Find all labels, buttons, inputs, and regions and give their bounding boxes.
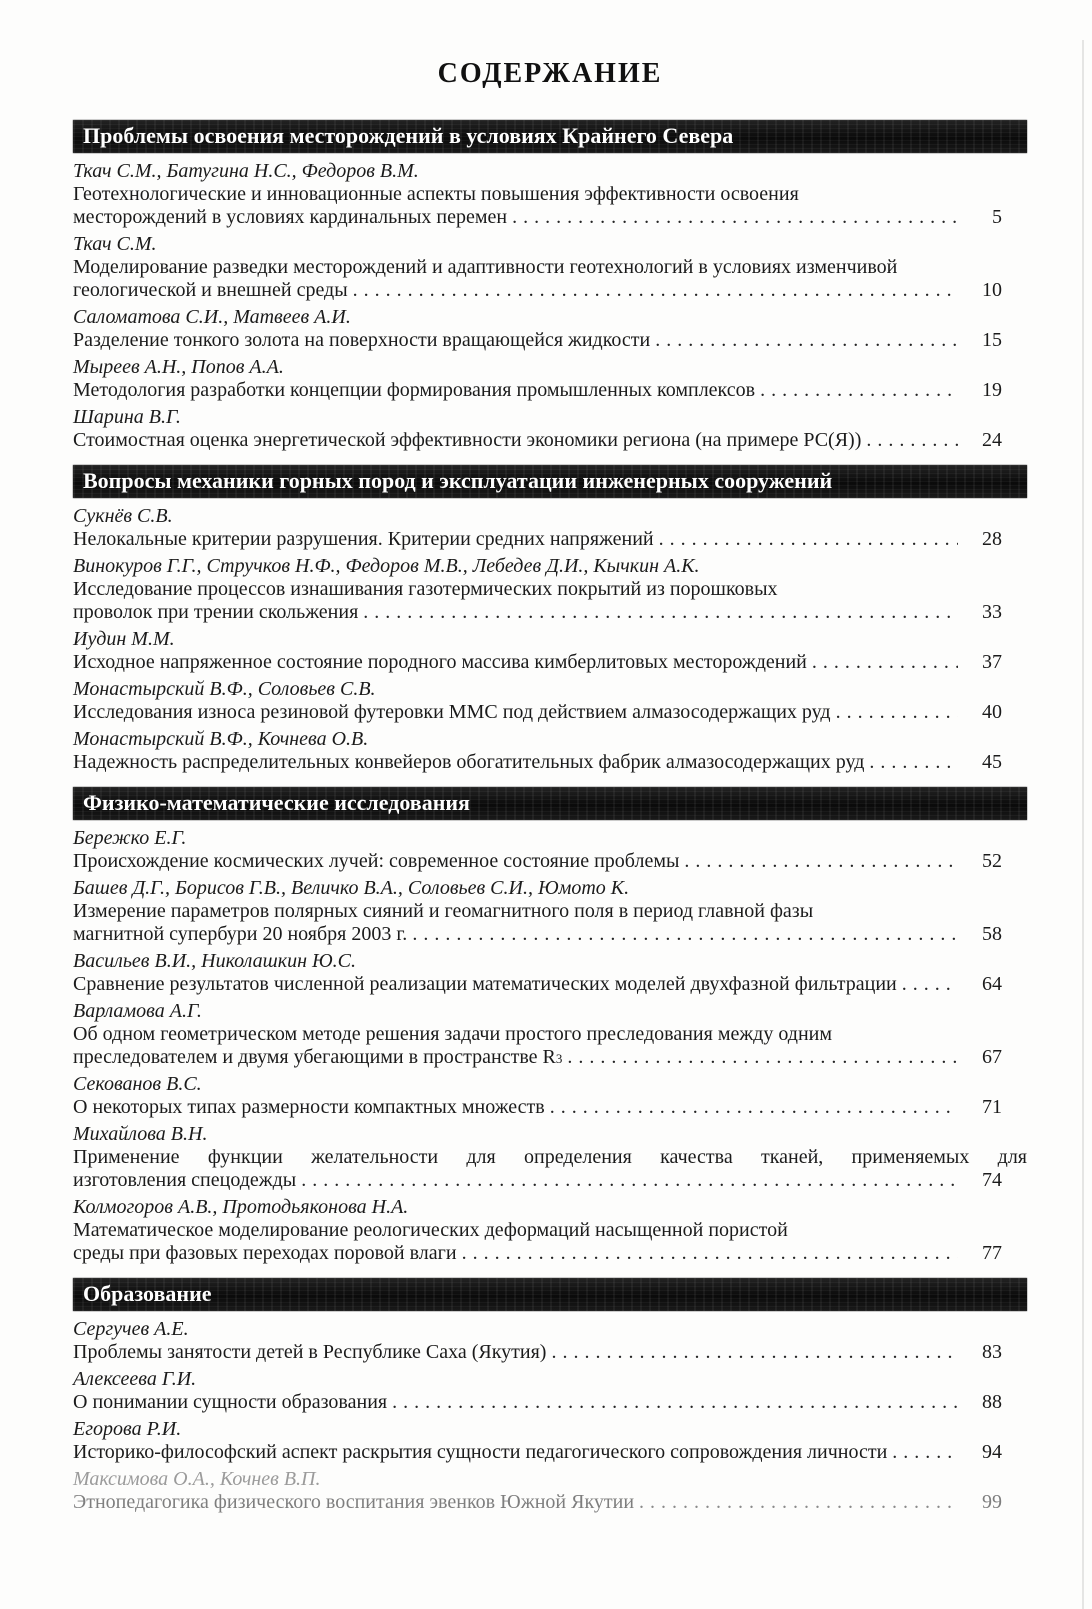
page-number: 99 (982, 1491, 1002, 1513)
toc-entry (73, 1468, 1027, 1514)
toc-entry (73, 728, 1027, 774)
toc-entry (73, 1418, 1027, 1464)
entry-title-line: Исследование процессов изнашивания газотермических покрытий из порошковых (73, 578, 778, 600)
dot-leader (812, 651, 958, 674)
entry-title-lastline: Сравнение результатов численной реализации математических моделей двухфазной фильтрации (73, 973, 897, 995)
entry-title-lastline: проволок при трении скольжения (73, 601, 359, 623)
entry-authors: Секованов В.С. (73, 1073, 202, 1095)
entry-title-lastline: Проблемы занятости детей в Республике Саха (Якутия) (73, 1341, 547, 1363)
entry-title-lastline: Исследования износа резиновой футеровки ММС под действием алмазосодержащих руд (73, 701, 831, 723)
dot-leader (684, 850, 958, 873)
page-number: 77 (982, 1242, 1002, 1264)
dot-leader (902, 973, 958, 996)
entry-title-line: Моделирование разведки месторождений и адаптивности геотехнологий в условиях изменчивой (73, 256, 898, 278)
dot-leader (301, 1169, 958, 1192)
entry-leader-row (73, 1491, 1027, 1514)
entry-title-lastline: месторождений в условиях кардинальных перемен (73, 206, 508, 228)
entry-authors: Егорова Р.И. (73, 1418, 182, 1440)
entry-title-lastline: среды при фазовых переходах поровой влаги (73, 1242, 457, 1264)
entry-leader-row (73, 329, 1027, 352)
entry-leader-row (73, 601, 1027, 624)
entry-authors: Алексеева Г.И. (73, 1368, 197, 1390)
section-header-bar (73, 120, 1027, 153)
dot-leader (353, 279, 958, 302)
entry-authors: Бережко Е.Г. (73, 827, 187, 849)
entry-authors: Винокуров Г.Г., Стручков Н.Ф., Федоров М.В., Лебедев Д.И., Кычкин А.К. (73, 555, 700, 577)
entry-title-lastline: Нелокальные критерии разрушения. Критерии средних напряжений (73, 528, 654, 550)
entry-title-lastline: геологической и внешней среды (73, 279, 348, 301)
entry-authors: Монастырский В.Ф., Кочнева О.В. (73, 728, 369, 750)
toc-entry (73, 306, 1027, 352)
page-number: 94 (982, 1441, 1002, 1463)
entry-authors: Сукнёв С.В. (73, 505, 173, 527)
entry-authors: Колмогоров А.В., Протодьяконова Н.А. (73, 1196, 409, 1218)
toc-entry (73, 505, 1027, 551)
toc-section (73, 1278, 1027, 1514)
entry-leader-row (73, 701, 1027, 724)
page-number: 10 (982, 279, 1002, 301)
dot-leader (567, 1046, 958, 1069)
entry-title-lastline: О некоторых типах размерности компактных множеств (73, 1096, 545, 1118)
dot-leader (392, 1391, 958, 1414)
entry-authors: Иудин М.М. (73, 628, 175, 650)
dot-leader (639, 1491, 958, 1514)
dot-leader (551, 1341, 958, 1364)
page-number: 40 (982, 701, 1002, 723)
page-number: 71 (982, 1096, 1002, 1118)
section-header-bar (73, 465, 1027, 498)
entry-authors: Максимова О.А., Кочнев В.П. (73, 1468, 321, 1490)
page-number: 67 (982, 1046, 1002, 1068)
section-header-label: Физико-математические исследования (83, 790, 470, 815)
page-number: 58 (982, 923, 1002, 945)
page-number: 24 (982, 429, 1002, 451)
dot-leader (462, 1242, 958, 1265)
entry-title-lastline: изготовления спецодежды (73, 1169, 297, 1191)
entry-authors: Саломатова С.И., Матвеев А.И. (73, 306, 351, 328)
toc-entry (73, 1123, 1027, 1192)
dot-leader (836, 701, 958, 724)
entry-title-line: Измерение параметров полярных сияний и геомагнитного поля в период главной фазы (73, 900, 814, 922)
entry-title-lastline: Этнопедагогика физического воспитания эвенков Южной Якутии (73, 1491, 635, 1513)
entry-leader-row (73, 1096, 1027, 1119)
entry-leader-row: преследователем и двумя убегающими в пространстве R 3 ..... 67 (73, 1046, 1027, 1069)
page-number: 88 (982, 1391, 1002, 1413)
toc-entry (73, 1368, 1027, 1414)
page-number: 19 (982, 379, 1002, 401)
entry-leader-row (73, 279, 1027, 302)
toc-entry (73, 827, 1027, 873)
entry-title-lastline: Историко-философский аспект раскрытия сущности педагогического сопровождения личности (73, 1441, 888, 1463)
page-number: 5 (992, 206, 1002, 228)
entry-leader-row (73, 1169, 1027, 1192)
toc-entry (73, 233, 1027, 302)
toc-entry (73, 160, 1027, 229)
toc-entry (73, 406, 1027, 452)
entry-authors: Варламова А.Г. (73, 1000, 202, 1022)
toc-entry (73, 678, 1027, 724)
page-number: 33 (982, 601, 1002, 623)
section-header-label: Образование (83, 1281, 212, 1306)
entry-title-lastline: Стоимостная оценка энергетической эффективности экономики региона (на примере РС(Я)) (73, 429, 862, 451)
entry-title-line: Геотехнологические и инновационные аспекты повышения эффективности освоения (73, 183, 799, 205)
page-number: 28 (982, 528, 1002, 550)
entry-leader-row (73, 1391, 1027, 1414)
entry-title-lastline: Происхождение космических лучей: современное состояние проблемы (73, 850, 680, 872)
entry-title-lastline: магнитной супербури 20 ноября 2003 г. (73, 923, 408, 945)
toc-entry (73, 628, 1027, 674)
toc-entry (73, 877, 1027, 946)
entry-leader-row (73, 206, 1027, 229)
dot-leader (363, 601, 958, 624)
toc-sections (73, 120, 1027, 1514)
entry-authors: Башев Д.Г., Борисов Г.В., Величко В.А., Соловьев С.И., Юмото К. (73, 877, 630, 899)
entry-leader-row (73, 751, 1027, 774)
entry-title-line: Математическое моделирование реологических деформаций насыщенной пористой (73, 1219, 788, 1241)
page-number: 74 (982, 1169, 1002, 1191)
toc-entry (73, 1318, 1027, 1364)
entry-title-lastline: преследователем и двумя убегающими в пространстве R (73, 1046, 556, 1068)
toc-entry (73, 1000, 1027, 1069)
dot-leader (760, 379, 958, 402)
toc-section (73, 787, 1027, 1265)
dot-leader (866, 429, 958, 452)
toc-entry (73, 1196, 1027, 1265)
toc-section (73, 465, 1027, 774)
dot-leader (550, 1096, 958, 1119)
page-number: 83 (982, 1341, 1002, 1363)
dot-leader (892, 1441, 958, 1464)
page-number: 52 (982, 850, 1002, 872)
toc-entry (73, 1073, 1027, 1119)
entry-authors: Шарина В.Г. (73, 406, 181, 428)
entry-title-lastline: Исходное напряженное состояние породного массива кимберлитовых месторождений (73, 651, 807, 673)
page-title: СОДЕРЖАНИЕ (437, 58, 663, 89)
entry-leader-row (73, 1341, 1027, 1364)
entry-leader-row (73, 1441, 1027, 1464)
entry-title-lastline: Разделение тонкого золота на поверхности вращающейся жидкости (73, 329, 651, 351)
entry-title-lastline: Надежность распределительных конвейеров обогатительных фабрик алмазосодержащих руд (73, 751, 865, 773)
dot-leader (655, 329, 958, 352)
dot-leader (512, 206, 958, 229)
page-number: 15 (982, 329, 1002, 351)
entry-leader-row (73, 528, 1027, 551)
entry-authors: Сергучев А.Е. (73, 1318, 189, 1340)
entry-authors: Михайлова В.Н. (73, 1123, 208, 1145)
section-header-label: Проблемы освоения месторождений в условиях Крайнего Севера (83, 123, 734, 148)
entry-leader-row (73, 651, 1027, 674)
entry-authors: Ткач С.М., Батугина Н.С., Федоров В.М. (73, 160, 419, 182)
section-header-bar (73, 787, 1027, 820)
page-number: 37 (982, 651, 1002, 673)
page-number: 45 (982, 751, 1002, 773)
dot-leader (659, 528, 958, 551)
scan-artifact-line (1082, 40, 1084, 1609)
entry-leader-row (73, 923, 1027, 946)
entry-authors: Мыреев А.Н., Попов А.А. (73, 356, 284, 378)
entry-leader-row (73, 1242, 1027, 1265)
entry-authors: Васильев В.И., Николашкин Ю.С. (73, 950, 356, 972)
page-number: 64 (982, 973, 1002, 995)
toc-entry (73, 356, 1027, 402)
entry-authors: Монастырский В.Ф., Соловьев С.В. (73, 678, 376, 700)
entry-title-lastline: О понимании сущности образования (73, 1391, 388, 1413)
section-header-bar (73, 1278, 1027, 1311)
entry-title-line: Об одном геометрическом методе решения задачи простого преследования между одним (73, 1023, 833, 1045)
entry-title-lastline: Методология разработки концепции формирования промышленных комплексов (73, 379, 756, 401)
entry-leader-row (73, 379, 1027, 402)
toc-entry (73, 555, 1027, 624)
section-header-label: Вопросы механики горных пород и эксплуатации инженерных сооружений (83, 468, 833, 493)
dot-leader (412, 923, 958, 946)
dot-leader (869, 751, 958, 774)
toc-entry (73, 950, 1027, 996)
entry-leader-row (73, 973, 1027, 996)
entry-leader-row (73, 429, 1027, 452)
entry-authors: Ткач С.М. (73, 233, 157, 255)
entry-title-line: Применение функции желательности для определения качества тканей, применяемых для (73, 1146, 1027, 1168)
entry-leader-row (73, 850, 1027, 873)
toc-section (73, 120, 1027, 452)
